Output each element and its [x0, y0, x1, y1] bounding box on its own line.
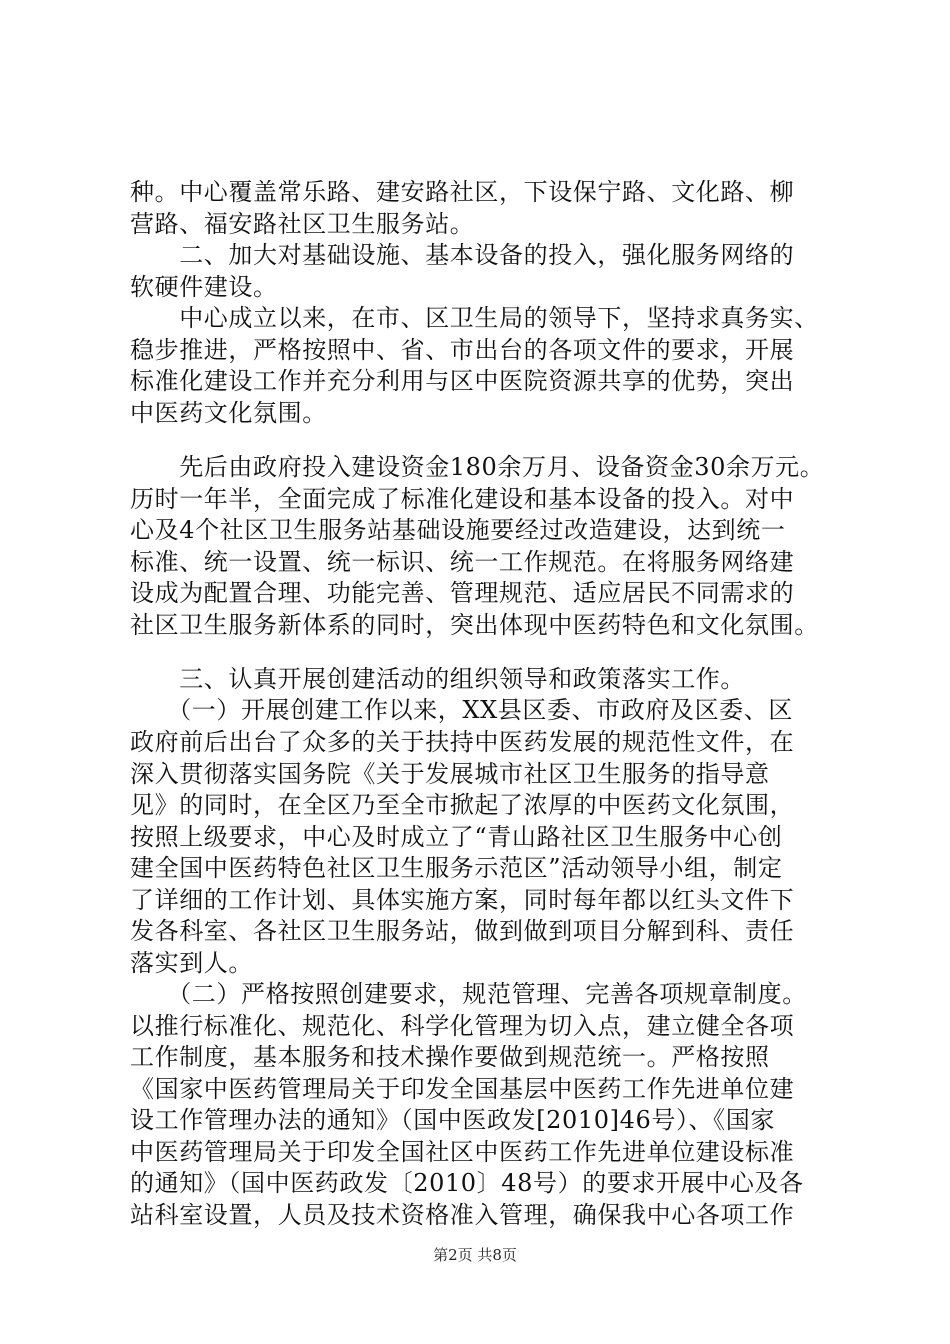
text-line: 深入贯彻落实国务院《关于发展城市社区卫生服务的指导意: [130, 760, 770, 788]
text-line: 设成为配置合理、功能完善、管理规范、适应居民不同需求的: [130, 579, 795, 607]
text-line: 设工作管理办法的通知》（国中医政发[2010]46号）、《国家: [130, 1106, 775, 1134]
text-line: 历时一年半，全面完成了标准化建设和基本设备的投入。对中: [130, 485, 795, 513]
text-line: 建全国中医药特色社区卫生服务示范区”活动领导小组，制定: [130, 854, 783, 882]
text-line: 了详细的工作计划、具体实施方案，同时每年都以红头文件下: [130, 886, 795, 914]
section-heading: 二、加大对基础设施、基本设备的投入，强化服务网络的: [130, 241, 795, 269]
text-line: 中医药管理局关于印发全国社区中医药工作先进单位建设标准: [130, 1138, 795, 1166]
text-line: （一）开展创建工作以来，XX县区委、市政府及区委、区: [130, 696, 793, 724]
text-line: 社区卫生服务新体系的同时，突出体现中医药特色和文化氛围。: [130, 611, 819, 639]
section-heading: 三、认真开展创建活动的组织领导和政策落实工作。: [130, 665, 745, 693]
text-line: 先后由政府投入建设资金180余万月、设备资金30余万元。: [130, 453, 825, 481]
text-line: 以推行标准化、规范化、科学化管理为切入点，建立健全各项: [130, 1012, 795, 1040]
text-line: 落实到人。: [130, 949, 253, 977]
text-line: 中医药文化氛围。: [130, 399, 327, 427]
page-number-footer: 第2页 共8页: [433, 1246, 517, 1264]
text-line: 标准、统一设置、统一标识、统一工作规范。在将服务网络建: [130, 548, 795, 576]
section-heading: 软硬件建设。: [130, 273, 278, 301]
text-line: 按照上级要求，中心及时成立了“青山路社区卫生服务中心创: [130, 823, 783, 851]
text-line: 《国家中医药管理局关于印发全国基层中医药工作先进单位建: [130, 1075, 795, 1103]
text-line: 稳步推进，严格按照中、省、市出台的各项文件的要求，开展: [130, 336, 795, 364]
text-line: 见》的同时，在全区乃至全市掀起了浓厚的中医药文化氛围，: [130, 791, 795, 819]
text-line: 种。中心覆盖常乐路、建安路社区，下设保宁路、文化路、柳: [130, 178, 795, 206]
text-line: 心及4个社区卫生服务站基础设施要经过改造建设，达到统一: [130, 516, 786, 544]
text-line: 中心成立以来，在市、区卫生局的领导下，坚持求真务实、: [130, 304, 819, 332]
text-line: 的通知》（国中医药政发〔2010〕48号）的要求开展中心及各: [130, 1169, 804, 1197]
text-line: （二）严格按照创建要求，规范管理、完善各项规章制度。: [130, 980, 807, 1008]
text-line: 标准化建设工作并充分利用与区中医院资源共享的优势，突出: [130, 367, 795, 395]
text-line: 发各科室、各社区卫生服务站，做到做到项目分解到科、责任: [130, 917, 795, 945]
text-line: 站科室设置，人员及技术资格准入管理，确保我中心各项工作: [130, 1201, 795, 1229]
text-line: 政府前后出台了众多的关于扶持中医药发展的规范性文件，在: [130, 728, 795, 756]
text-line: 工作制度，基本服务和技术操作要做到规范统一。严格按照: [130, 1043, 770, 1071]
text-line: 营路、福安路社区卫生服务站。: [130, 210, 475, 238]
